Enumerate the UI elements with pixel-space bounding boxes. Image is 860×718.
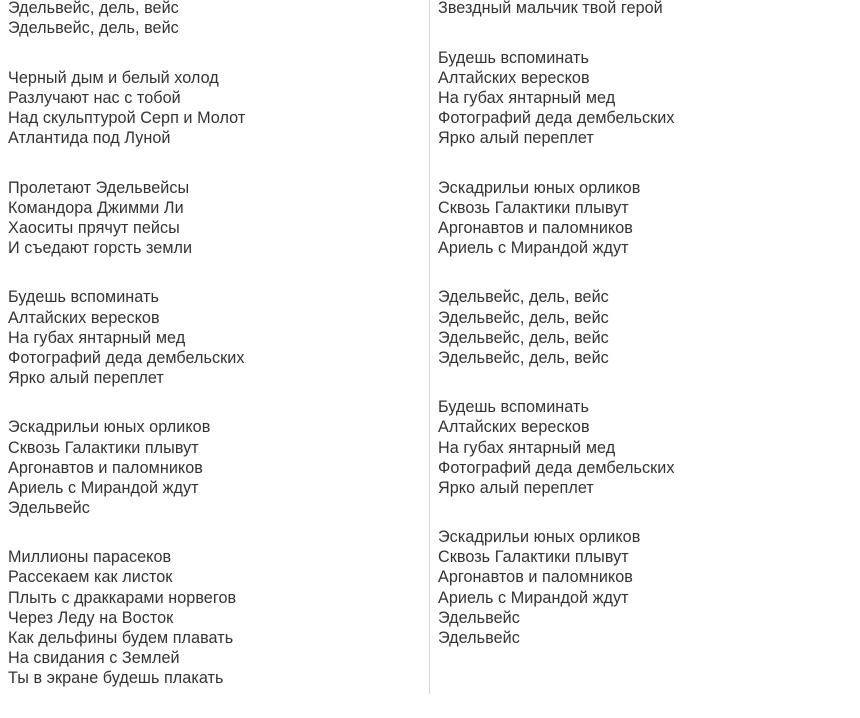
lyric-line: На свидания с Землей bbox=[8, 648, 180, 667]
lyric-line: Ярко алый переплет bbox=[438, 128, 594, 147]
lyric-line: Рассекаем как листок bbox=[8, 568, 173, 587]
lyric-line: Эдельвейс bbox=[8, 498, 90, 517]
lyric-line: Сквозь Галактики плывут bbox=[8, 438, 199, 457]
lyric-line: Алтайских вересков bbox=[438, 418, 590, 437]
lyric-line: Черный дым и белый холод bbox=[8, 68, 219, 87]
stanza bbox=[8, 178, 423, 258]
lyric-line: Ты в экране будешь плакать bbox=[8, 668, 224, 687]
lyric-line: Плыть с драккарами норвегов bbox=[8, 588, 237, 607]
lyric-line: Эскадрильи юных орликов bbox=[438, 178, 641, 197]
lyric-line: Эдельвейс bbox=[438, 628, 520, 647]
stanza bbox=[438, 397, 853, 497]
stanza bbox=[8, 417, 423, 517]
lyric-line: Как дельфины будем плавать bbox=[8, 628, 234, 647]
lyric-line: Разлучают нас с тобой bbox=[8, 88, 181, 107]
lyric-line: Алтайских вересков bbox=[438, 68, 590, 87]
lyric-line: На губах янтарный мед bbox=[438, 88, 616, 107]
lyric-line: Ариель с Мирандой ждут bbox=[438, 588, 629, 607]
stanza bbox=[438, 178, 853, 258]
stanza bbox=[8, 0, 423, 38]
lyric-line: Фотографий деда дембельских bbox=[438, 458, 675, 477]
left-lyrics-column bbox=[8, 0, 423, 718]
lyric-line: Эдельвейс bbox=[438, 608, 520, 627]
lyric-line: Ариель с Мирандой ждут bbox=[438, 238, 629, 257]
lyric-line: Эскадрильи юных орликов bbox=[8, 418, 211, 437]
lyric-line: Миллионы парасеков bbox=[8, 548, 172, 567]
lyric-line: Эдельвейс, дель, вейс bbox=[438, 308, 609, 327]
lyric-line: Командора Джимми Ли bbox=[8, 198, 184, 217]
lyric-line: Эдельвейс, дель, вейс bbox=[8, 0, 179, 17]
lyric-line: Хаоситы прячут пейсы bbox=[8, 218, 180, 237]
stanza bbox=[438, 287, 853, 367]
stanza bbox=[438, 527, 853, 648]
lyric-line: Сквозь Галактики плывут bbox=[438, 198, 629, 217]
lyric-line: Будешь вспоминать bbox=[8, 288, 159, 307]
lyric-line: Будешь вспоминать bbox=[438, 398, 589, 417]
lyric-line: Фотографий деда дембельских bbox=[438, 108, 675, 127]
stanza bbox=[8, 547, 423, 688]
lyric-line: Аргонавтов и паломников bbox=[8, 458, 203, 477]
lyric-line: На губах янтарный мед bbox=[438, 438, 616, 457]
lyric-line: Эдельвейс, дель, вейс bbox=[438, 288, 609, 307]
lyric-line: Фотографий деда дембельских bbox=[8, 348, 245, 367]
lyric-line: Ярко алый переплет bbox=[8, 368, 164, 387]
lyric-line: Будешь вспоминать bbox=[438, 48, 589, 67]
stanza bbox=[8, 68, 423, 148]
lyric-line: Эдельвейс, дель, вейс bbox=[438, 328, 609, 347]
stanza bbox=[8, 287, 423, 387]
lyric-line: Через Леду на Восток bbox=[8, 608, 174, 627]
column-divider bbox=[429, 0, 430, 694]
lyric-line: Ярко алый переплет bbox=[438, 478, 594, 497]
lyric-line: Эдельвейс, дель, вейс bbox=[438, 348, 609, 367]
lyric-line: Эдельвейс, дель, вейс bbox=[8, 19, 179, 38]
lyric-line: Звездный мальчик твой герой bbox=[438, 0, 663, 17]
lyric-line: На губах янтарный мед bbox=[8, 328, 186, 347]
lyric-line: Эскадрильи юных орликов bbox=[438, 528, 641, 547]
lyric-line: Над скульптурой Серп и Молот bbox=[8, 108, 246, 127]
right-lyrics-column bbox=[438, 0, 853, 677]
lyric-line: Ариель с Мирандой ждут bbox=[8, 478, 199, 497]
lyric-line: Аргонавтов и паломников bbox=[438, 568, 633, 587]
lyric-line: Пролетают Эдельвейсы bbox=[8, 178, 190, 197]
lyric-line: Алтайских вересков bbox=[8, 308, 160, 327]
lyric-line: Аргонавтов и паломников bbox=[438, 218, 633, 237]
lyric-line: Сквозь Галактики плывут bbox=[438, 548, 629, 567]
lyric-line: И съедают горсть земли bbox=[8, 238, 193, 257]
stanza bbox=[438, 48, 853, 148]
stanza bbox=[438, 0, 853, 18]
lyric-line: Атлантида под Луной bbox=[8, 128, 171, 147]
